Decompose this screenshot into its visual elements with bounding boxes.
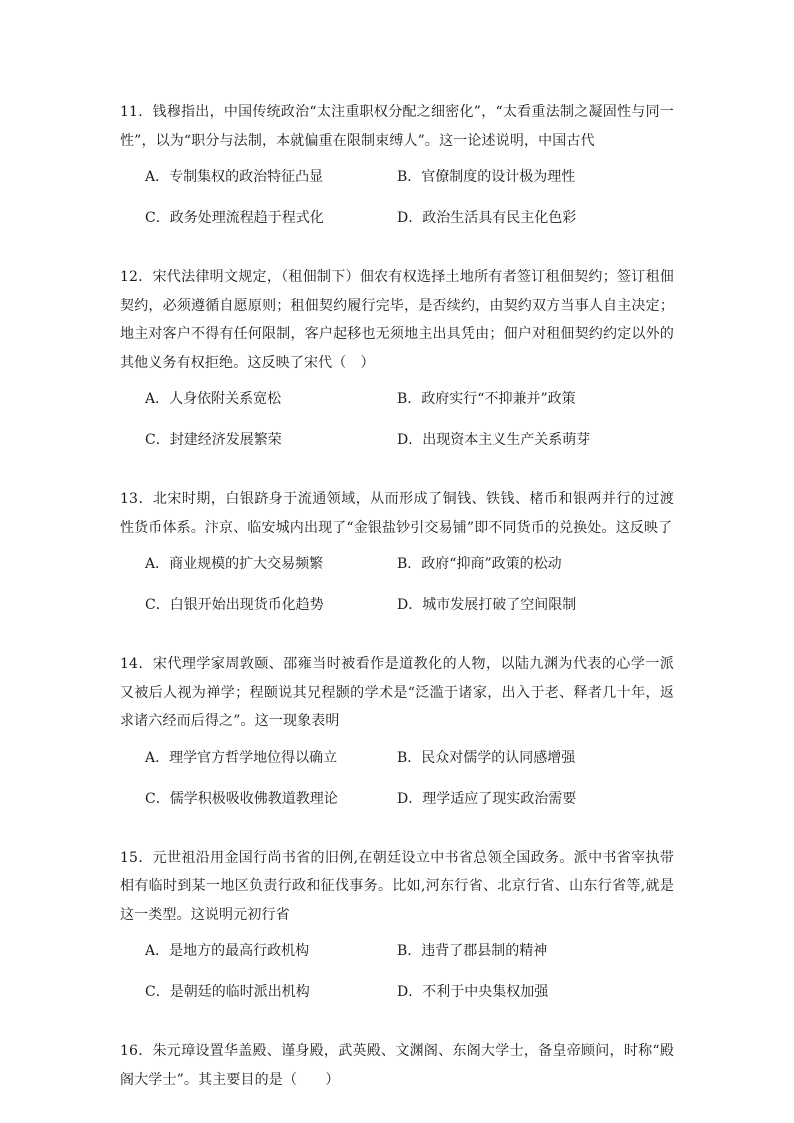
question-stem: 11．钱穆指出，中国传统政治“太注重职权分配之细密化”，“太看重法制之凝固性与同一性”，以为“职分与法制，本就偏重在限制束缚人”。这一论述说明，中国古代 [120,104,674,149]
option-c: C．白银开始出现货币化趋势 [145,597,324,613]
question-stem: 14．宋代理学家周敦颐、邵雍当时被看作是道教化的人物，以陆九渊为代表的心学一派又被后人视为禅学；程颐说其兄程颢的学术是“泛滥于诸家，出入于老、释者几十年，返求诸六经而后得之”。这一现象表明 [120,656,674,729]
question-stem: 13．北宋时期，白银跻身于流通领域，从而形成了铜钱、铁钱、楮币和银两并行的过渡性货币体系。汴京、临安城内出现了“金银盐钞引交易铺”即不同货币的兑换处。这反映了 [120,491,674,536]
options-group [145,389,674,471]
option-a: A．是地方的最高行政机构 [145,943,310,959]
option-c: C．是朝廷的临时派出机构 [145,984,310,1000]
option-a: A．专制集权的政治特征凸显 [145,169,324,185]
option-c: C．政务处理流程趋于程式化 [145,210,324,226]
options-group [145,554,674,636]
options-group [145,941,674,1023]
question-13 [120,485,674,636]
option-b: B．民众对儒学的认同感增强 [397,749,576,766]
question-stem: 12．宋代法律明文规定，（租佃制下）佃农有权选择土地所有者签订租佃契约；签订租佃契约，必须遵循自愿原则；租佃契约履行完毕，是否续约，由契约双方当事人自主决定；地主对客户不得有任何限制，客户起移也无须地主出具凭由；佃户对租佃契约约定以外的其他义务有权拒绝。这反映了宋代（ ） [120,269,674,371]
option-b: B．官僚制度的设计极为理性 [397,169,576,185]
option-a: A．理学官方哲学地位得以确立 [145,749,338,766]
option-b: B．政府“抑商”政策的松动 [397,556,562,572]
question-16 [120,1037,674,1094]
option-b: B．政府实行“不抑兼并”政策 [397,391,576,407]
option-d: D．城市发展打破了空间限制 [397,597,577,613]
option-d: D．出现资本主义生产关系萌芽 [397,432,591,448]
options-group [145,167,674,249]
question-11 [120,98,674,249]
option-c: C．儒学积极吸收佛教道教理论 [145,790,338,807]
option-b: B．违背了郡县制的精神 [397,943,548,959]
option-c: C．封建经济发展繁荣 [145,432,282,448]
option-d: D．政治生活具有民主化色彩 [397,210,577,226]
question-15 [120,844,674,1024]
question-stem: 15．元世祖沿用金国行尚书省的旧例,在朝廷设立中书省总领全国政务。派中书省宰执带相有临时到某一地区负责行政和征伐事务。比如,河东行省、北京行省、山东行省等,就是这一类型。这说明元初行省 [120,849,674,923]
option-d: D．不利于中央集权加强 [397,984,549,1000]
option-d: D．理学适应了现实政治需要 [397,790,577,807]
question-stem: 16．朱元璋设置华盖殿、谨身殿，武英殿、文渊阁、东阁大学士，备皇帝顾问，时称“殿阁大学士”。其主要目的是（ ） [120,1043,674,1088]
option-a: A．人身依附关系宽松 [145,391,282,407]
options-group [145,748,674,830]
option-a: A．商业规模的扩大交易频繁 [145,556,324,572]
question-14 [120,650,674,830]
question-12 [120,263,674,471]
